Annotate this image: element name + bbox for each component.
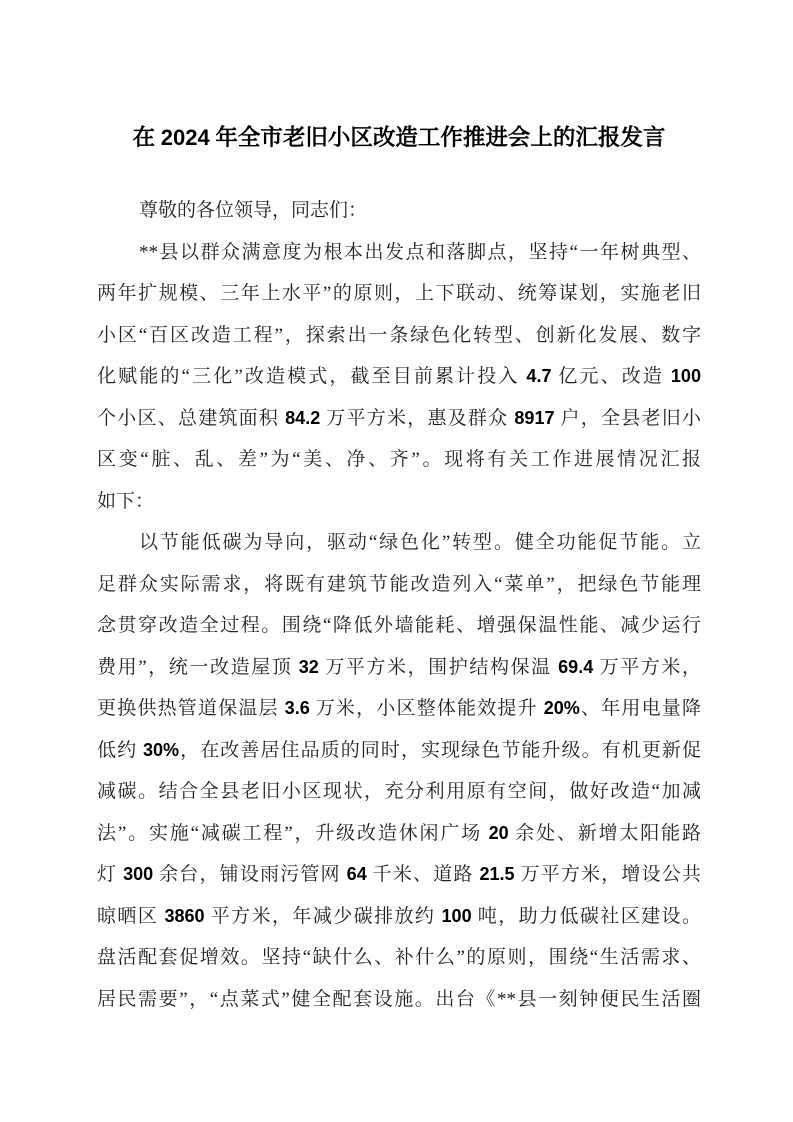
numeral: 300 xyxy=(123,864,154,884)
text-line: 费用”，统一改造屋顶 32 万平方米，围护结构保温 69.4 万平方米， xyxy=(97,656,701,678)
numeral: 84.2 xyxy=(285,407,321,428)
numeral: 20% xyxy=(543,698,580,718)
text-line: 法”。实施“减碳工程”，升级改造休闲广场 20 余处、新增太阳能路 xyxy=(97,822,701,844)
numeral: 64 xyxy=(346,864,367,884)
text-line: 区变“脏、乱、差”为“美、净、齐”。现将有关工作进展情况汇报 xyxy=(97,449,701,470)
text-line: **县以群众满意度为根本出发点和落脚点，坚持“一年树典型、 xyxy=(139,241,701,263)
numeral: 100 xyxy=(441,905,472,926)
document-title: 在 2024 年全市老旧小区改造工作推进会上的汇报发言 xyxy=(132,125,666,150)
numeral: 100 xyxy=(670,366,701,386)
numeral: 21.5 xyxy=(479,864,515,884)
numeral: 69.4 xyxy=(558,656,594,677)
text-line: 灯 300 余台，铺设雨污管网 64 千米、道路 21.5 万平方米，增设公共 xyxy=(97,864,701,885)
numeral: 30% xyxy=(142,739,180,760)
text-line: 两年扩规模、三年上水平”的原则，上下联动、统筹谋划，实施老旧 xyxy=(97,283,701,304)
numeral: 4.7 xyxy=(526,366,552,386)
text-line: 盘活配套促增效。坚持“缺什么、补什么”的原则，围绕“生活需求、 xyxy=(97,947,701,968)
numeral: 3.6 xyxy=(284,698,310,718)
text-line: 足群众实际需求，将既有建筑节能改造列入“菜单”，把绿色节能理 xyxy=(97,573,701,595)
text-line: 如下： xyxy=(97,490,155,512)
text-line: 小区“百区改造工程”，探索出一条绿色化转型、创新化发展、数字 xyxy=(97,324,701,346)
text-line: 更换供热管道保温层 3.6 万米，小区整体能效提升 20%、年用电量降 xyxy=(97,698,701,719)
text-line: 居民需要”，“点菜式”健全配套设施。出台《**县一刻钟便民生活圈 xyxy=(97,988,701,1010)
numeral: 3860 xyxy=(164,905,205,926)
text-line: 晾晒区 3860 平方米，年减少碳排放约 100 吨，助力低碳社区建设。 xyxy=(97,905,701,927)
numeral: 2024 xyxy=(160,125,210,150)
text-line: 以节能低碳为导向，驱动“绿色化”转型。健全功能促节能。立 xyxy=(139,532,701,553)
numeral: 8917 xyxy=(514,407,555,428)
document-body xyxy=(97,190,701,1020)
text-line: 尊敬的各位领导，同志们： xyxy=(139,200,368,221)
text-line: 念贯穿改造全过程。围绕“降低外墙能耗、增强保温性能、减少运行 xyxy=(97,615,701,636)
text-line: 低约 30%，在改善居住品质的同时，实现绿色节能升级。有机更新促 xyxy=(97,739,701,761)
text-line: 个小区、总建筑面积 84.2 万平方米，惠及群众 8917 户，全县老旧小 xyxy=(97,407,701,429)
numeral: 32 xyxy=(298,656,319,677)
numeral: 20 xyxy=(488,822,509,843)
text-line: 减碳。结合全县老旧小区现状，充分利用原有空间，做好改造“加减 xyxy=(97,781,701,802)
text-line: 化赋能的“三化”改造模式，截至目前累计投入 4.7 亿元、改造 100 xyxy=(97,366,701,387)
